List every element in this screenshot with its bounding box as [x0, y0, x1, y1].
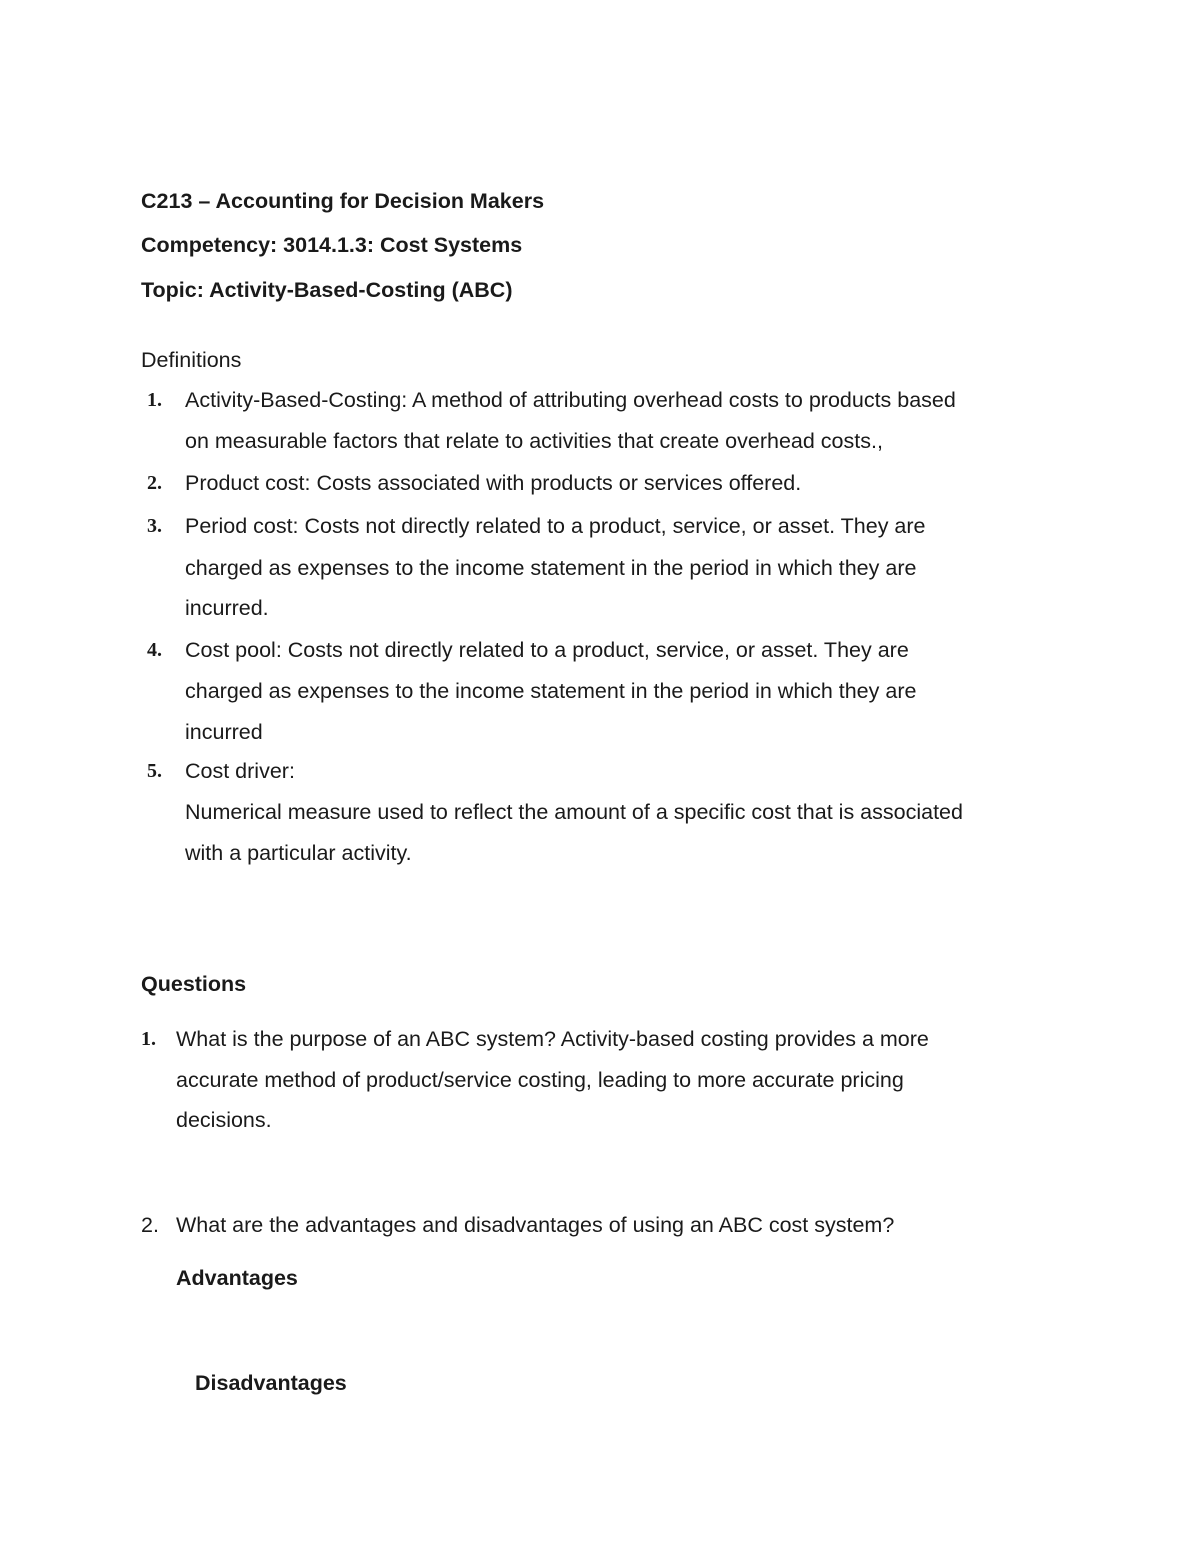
definition-line: charged as expenses to the income statement in the period in which they are — [185, 679, 917, 703]
question-line: accurate method of product/service costing, leading to more accurate pricing — [176, 1068, 904, 1092]
definition-line: incurred. — [185, 596, 269, 620]
definition-line: with a particular activity. — [185, 841, 412, 865]
definition-line: Activity-Based-Costing: A method of attributing overhead costs to products based — [185, 388, 956, 412]
question-line: decisions. — [176, 1108, 272, 1132]
definition-line: on measurable factors that relate to activities that create overhead costs., — [185, 429, 883, 453]
definition-line: Cost pool: Costs not directly related to a product, service, or asset. They are — [185, 638, 909, 662]
definitions-heading: Definitions — [141, 348, 242, 372]
course-title: C213 – Accounting for Decision Makers — [141, 189, 545, 213]
question-line: What are the advantages and disadvantages of using an ABC cost system? — [176, 1213, 895, 1237]
definition-line: Product cost: Costs associated with products or services offered. — [185, 471, 802, 495]
definition-number: 2. — [147, 472, 162, 494]
disadvantages-heading: Disadvantages — [195, 1371, 347, 1395]
questions-heading: Questions — [141, 972, 247, 996]
definition-number: 5. — [147, 760, 162, 782]
definition-line: Cost driver: — [185, 759, 295, 783]
question-line: What is the purpose of an ABC system? Activity-based costing provides a more — [176, 1027, 929, 1051]
definition-line: Numerical measure used to reflect the amount of a specific cost that is associated — [185, 800, 963, 824]
definition-line: Period cost: Costs not directly related to a product, service, or asset. They are — [185, 514, 926, 538]
topic-line: Topic: Activity-Based-Costing (ABC) — [141, 278, 513, 302]
question-number: 1. — [141, 1028, 156, 1050]
definition-line: incurred — [185, 720, 263, 744]
competency-line: Competency: 3014.1.3: Cost Systems — [141, 233, 523, 257]
definition-number: 4. — [147, 639, 162, 661]
question-number: 2. — [141, 1213, 159, 1237]
advantages-heading: Advantages — [176, 1266, 298, 1290]
definition-line: charged as expenses to the income statement in the period in which they are — [185, 556, 917, 580]
definition-number: 1. — [147, 389, 162, 411]
definition-number: 3. — [147, 515, 162, 537]
